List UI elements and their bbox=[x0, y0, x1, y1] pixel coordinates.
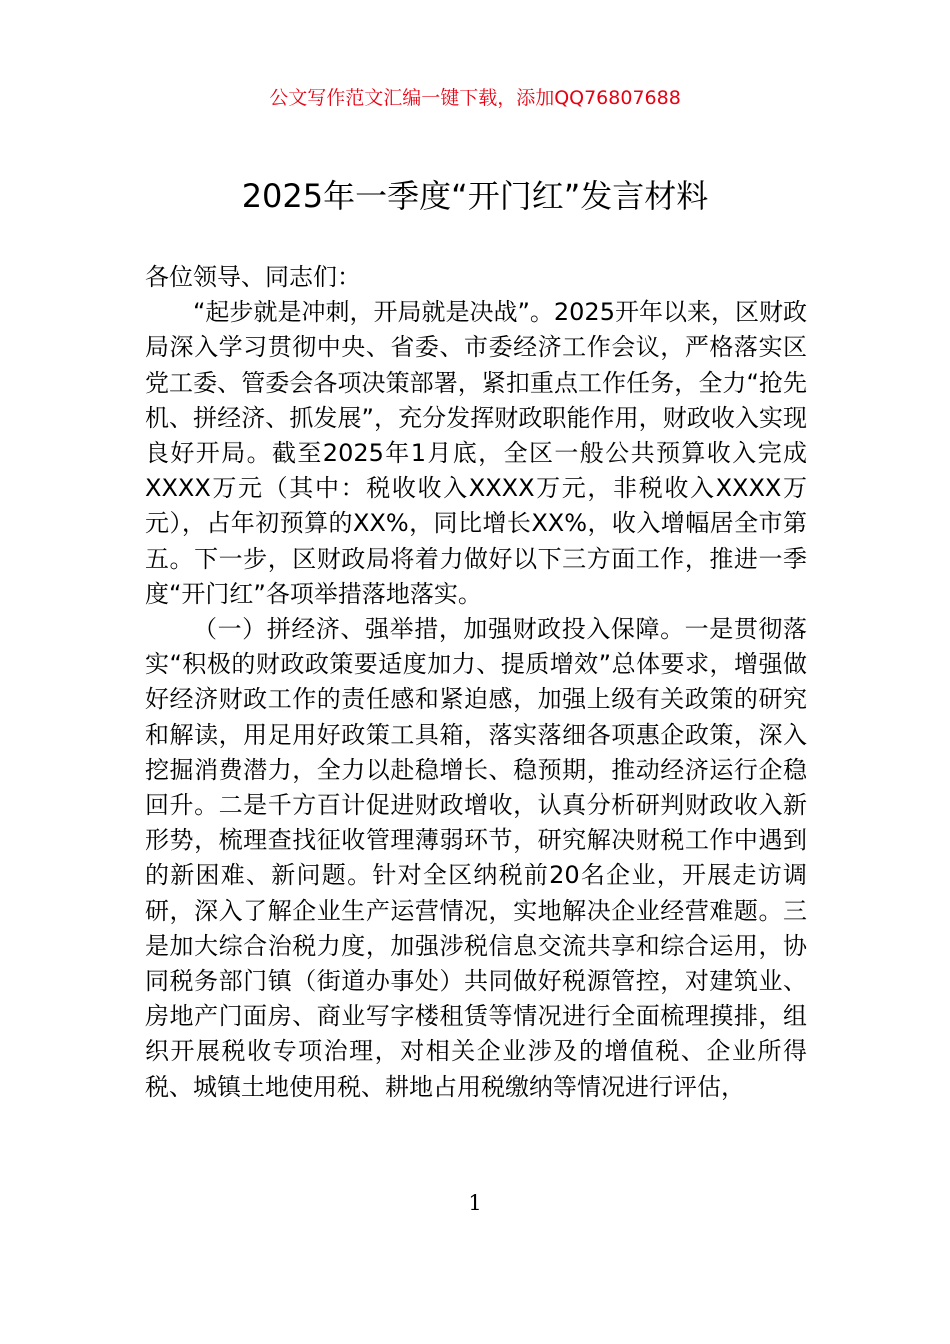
document-body bbox=[145, 260, 807, 1105]
page-number: 1 bbox=[468, 1191, 482, 1215]
salutation: 各位领导、同志们： bbox=[145, 263, 361, 291]
promo-banner[interactable]: 公文写作范文汇编一键下载，添加QQ76807688 bbox=[269, 87, 681, 109]
document-title: 2025年一季度“开门红”发言材料 bbox=[241, 177, 709, 215]
paragraph-intro: “起步就是冲刺，开局就是决战”。2025开年以来，区财政局深入学习贯彻中央、省委、市委经济工作会议，严格落实区党工委、管委会各项决策部署，紧扣重点工作任务，全力“抢先机、拼经济、抓发展”，充分发挥财政职能作用，财政收入实现良好开局。截至2025年1月底，全区一般公共预算收入完成XXXX万元（其中：税收收入XXXX万元，非税收入XXXX万元），占年初预算的XX%，同比增长XX%，收入增幅居全市第五。下一步，区财政局将着力做好以下三方面工作，推进一季度“开门红”各项举措落地落实。 bbox=[145, 298, 807, 608]
paragraph-section-one: （一）拼经济、强举措，加强财政投入保障。一是贯彻落实“积极的财政政策要适度加力、提质增效”总体要求，增强做好经济财政工作的责任感和紧迫感，加强上级有关政策的研究和解读，用足用好政策工具箱，落实落细各项惠企政策，深入挖掘消费潜力，全力以赴稳增长、稳预期，推动经济运行企稳回升。二是千方百计促进财政增收，认真分析研判财政收入新形势，梳理查找征收管理薄弱环节，研究解决财税工作中遇到的新困难、新问题。针对全区纳税前20名企业，开展走访调研，深入了解企业生产运营情况，实地解决企业经营难题。三是加大综合治税力度，加强涉税信息交流共享和综合运用，协同税务部门镇（街道办事处）共同做好税源管控，对建筑业、房地产门面房、商业写字楼租赁等情况进行全面梳理摸排，组织开展税收专项治理，对相关企业涉及的增值税、企业所得税、城镇土地使用税、耕地占用税缴纳等情况进行评估， bbox=[145, 615, 807, 1101]
